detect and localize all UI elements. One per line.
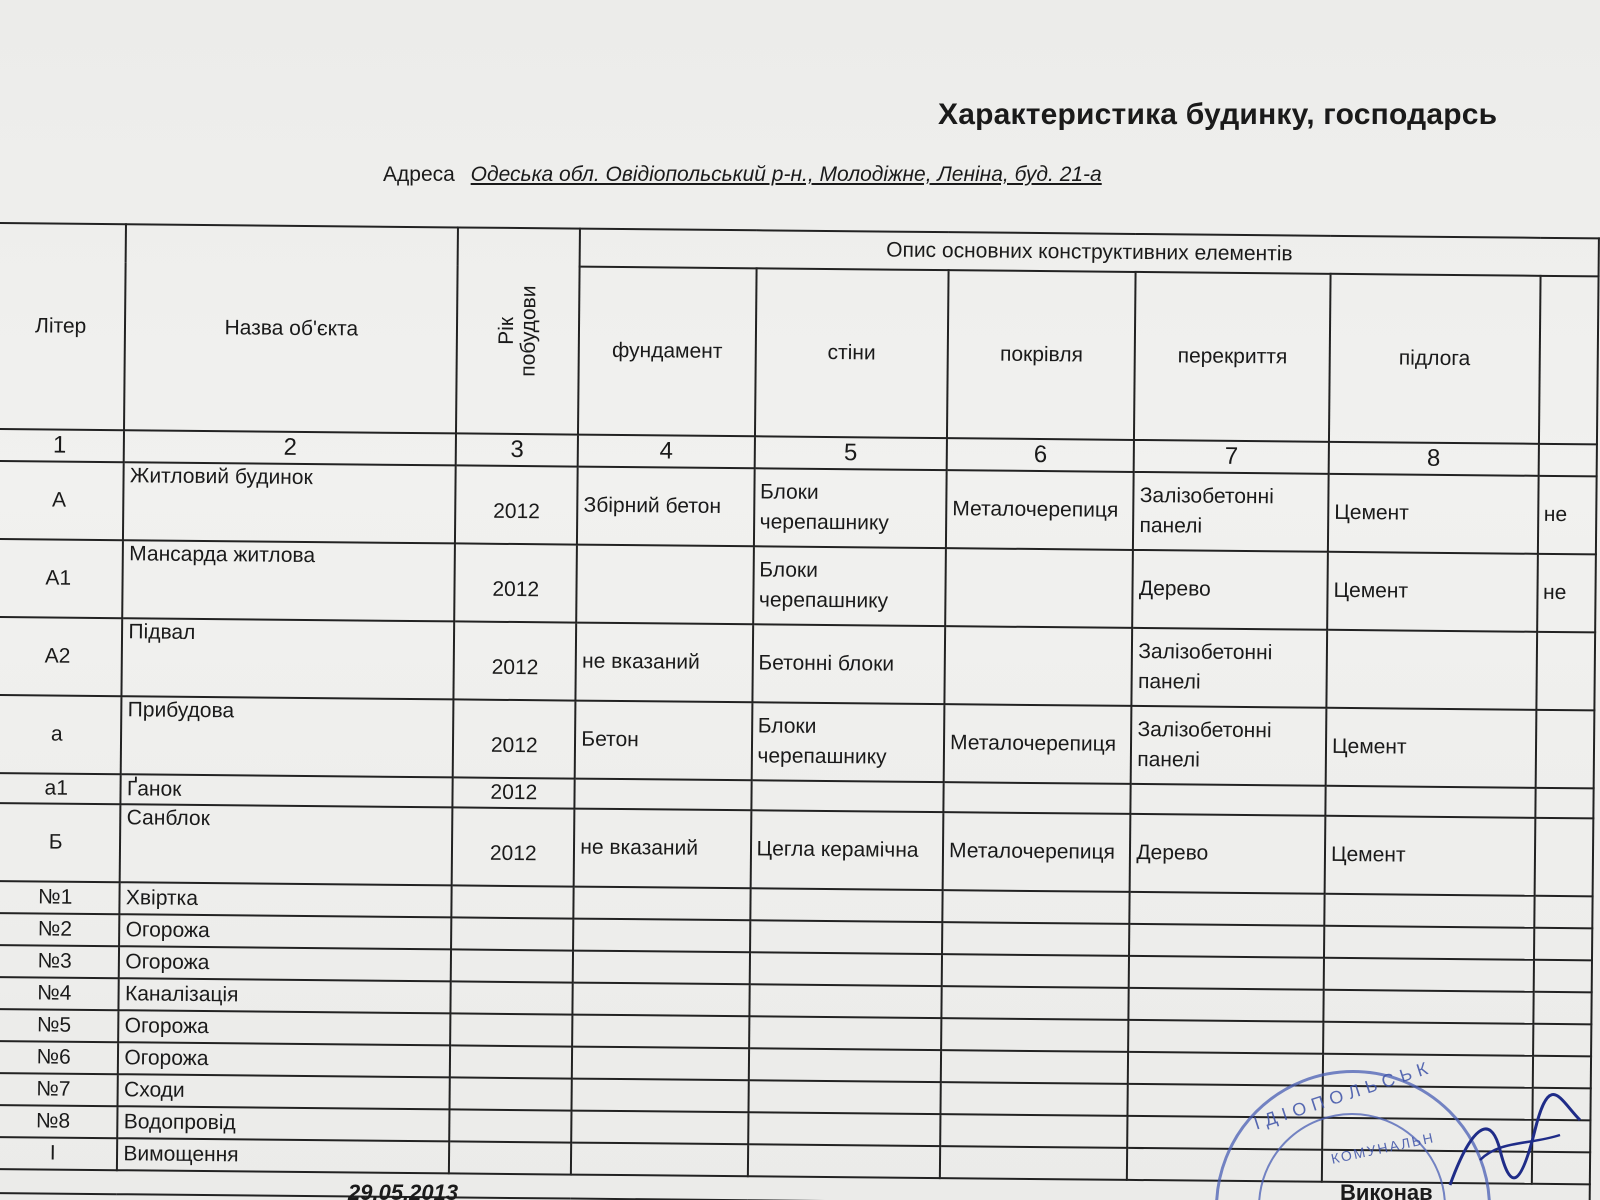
cell-name: Санблок (120, 804, 453, 885)
cell-name: Водопровід (118, 1106, 450, 1141)
cell-walls: Блоки черепашнику (754, 468, 947, 548)
cell-floor: Цемент (1328, 474, 1538, 554)
cell-extra: не (1537, 476, 1596, 555)
header-foundation: фундамент (578, 267, 756, 437)
header-group: Опис основних конструктивних елементів (580, 229, 1599, 277)
document-title: Характеристика будинку, господарсь (938, 98, 1498, 131)
column-number: 3 (456, 433, 578, 466)
cell-floor (1326, 630, 1536, 710)
cell-liter: №6 (0, 1041, 119, 1074)
cell-walls (751, 780, 944, 812)
cell-name: Житловий будинок (123, 462, 456, 543)
cell-liter: А1 (0, 539, 123, 618)
cell-roof: Металочерепиця (944, 704, 1132, 784)
cell-floor: Цемент (1325, 816, 1535, 896)
cell-foundation: не вказаний (574, 809, 751, 889)
address-row (383, 163, 1102, 187)
address-label: Адреса (383, 163, 455, 186)
cell-year: 2012 (455, 465, 578, 544)
cell-floor: Цемент (1327, 552, 1537, 632)
cell-walls: Блоки черепашнику (751, 702, 944, 782)
column-number-extra (1538, 444, 1597, 477)
cell-liter: А2 (0, 617, 123, 696)
column-number: 1 (0, 429, 124, 462)
cell-name: Підвал (122, 618, 455, 699)
cell-name: Огорожа (118, 1042, 450, 1077)
cell-name: Огорожа (119, 946, 451, 981)
cell-year: 2012 (454, 621, 577, 700)
cell-year: 2012 (452, 807, 575, 886)
cell-ceiling: Дерево (1130, 814, 1325, 894)
header-year-text: Рік побудови (495, 284, 541, 377)
header-year (456, 227, 580, 434)
column-number: 4 (578, 435, 755, 469)
cell-liter: №8 (0, 1105, 118, 1138)
cell-name: Хвіртка (120, 882, 452, 917)
cell-walls: Блоки черепашнику (753, 546, 946, 626)
cell-year: 2012 (453, 777, 575, 808)
cell-floor (1325, 786, 1535, 818)
cell-liter: а1 (0, 773, 121, 804)
cell-foundation (575, 779, 752, 811)
cell-liter: А (0, 461, 124, 540)
cell-ceiling: Дерево (1133, 550, 1328, 630)
stamp-text-inner: КОМУНАЛЬН (1329, 1129, 1437, 1167)
cell-ceiling: Залізобетонні панелі (1133, 472, 1328, 552)
header-extra (1538, 276, 1598, 445)
cell-roof (943, 782, 1131, 814)
cell-extra: не (1537, 554, 1596, 633)
header-roof: покрівля (947, 270, 1136, 440)
cell-foundation: Збірний бетон (577, 467, 754, 547)
signature-icon (1440, 1090, 1590, 1200)
cell-name: Каналізація (119, 978, 451, 1013)
stamp-text: ІДІОПОЛЬСЬК (1251, 1056, 1436, 1134)
cell-roof: Металочерепиця (946, 470, 1134, 550)
header-floor: підлога (1329, 274, 1540, 444)
cell-liter: I (0, 1137, 118, 1170)
cell-liter: №2 (0, 913, 120, 946)
table-row (0, 695, 1594, 788)
characteristics-table-wrapper (0, 222, 1600, 1200)
cell-walls: Бетонні блоки (752, 624, 945, 704)
cell-ceiling: Залізобетонні панелі (1132, 628, 1327, 708)
cell-ceiling: Залізобетонні панелі (1131, 706, 1326, 786)
cell-year: 2012 (454, 543, 577, 622)
cell-name: Мансарда житлова (123, 540, 456, 621)
cell-name: Огорожа (119, 914, 451, 949)
cell-liter: №5 (0, 1009, 119, 1042)
cell-foundation: Бетон (575, 701, 752, 781)
column-number: 8 (1329, 442, 1539, 476)
cell-liter: №1 (0, 881, 120, 914)
column-number: 7 (1134, 440, 1329, 474)
document-date: 29.05.2013 (348, 1180, 459, 1200)
cell-extra (1535, 788, 1594, 819)
cell-liter: №4 (0, 977, 119, 1010)
cell-walls: Цегла керамічна (750, 810, 943, 890)
table-row (0, 803, 1593, 896)
cell-name: Вимощення (117, 1138, 449, 1173)
address-value: Одеська обл. Овідіопольський р-н., Молодіжне, Леніна, буд. 21-а (470, 163, 1102, 186)
cell-name: Ґанок (121, 774, 453, 807)
header-ceiling: перекриття (1134, 272, 1330, 442)
column-number: 6 (947, 438, 1135, 472)
cell-roof: Металочерепиця (943, 812, 1131, 892)
column-number: 5 (754, 436, 947, 470)
cell-ceiling (1131, 784, 1326, 816)
header-walls: стіни (755, 268, 949, 438)
header-name: Назва об'єкта (124, 224, 458, 433)
cell-year: 2012 (453, 699, 576, 778)
cell-name: Прибудова (121, 696, 454, 777)
cell-roof (945, 548, 1133, 628)
header-liter: Літер (0, 223, 126, 430)
cell-liter: №7 (0, 1073, 118, 1106)
performed-label: Виконав (1340, 1180, 1433, 1200)
cell-liter: №3 (0, 945, 119, 978)
cell-name: Сходи (118, 1074, 450, 1109)
column-number: 2 (124, 430, 456, 465)
cell-name: Огорожа (119, 1010, 451, 1045)
cell-foundation (576, 545, 753, 625)
cell-roof (944, 626, 1132, 706)
cell-liter: а (0, 695, 122, 774)
cell-floor: Цемент (1326, 708, 1536, 788)
characteristics-table (0, 222, 1600, 1200)
cell-extra (1534, 818, 1593, 897)
cell-extra (1535, 710, 1594, 789)
cell-foundation: не вказаний (576, 623, 753, 703)
cell-extra (1536, 632, 1595, 711)
cell-liter: Б (0, 803, 121, 882)
